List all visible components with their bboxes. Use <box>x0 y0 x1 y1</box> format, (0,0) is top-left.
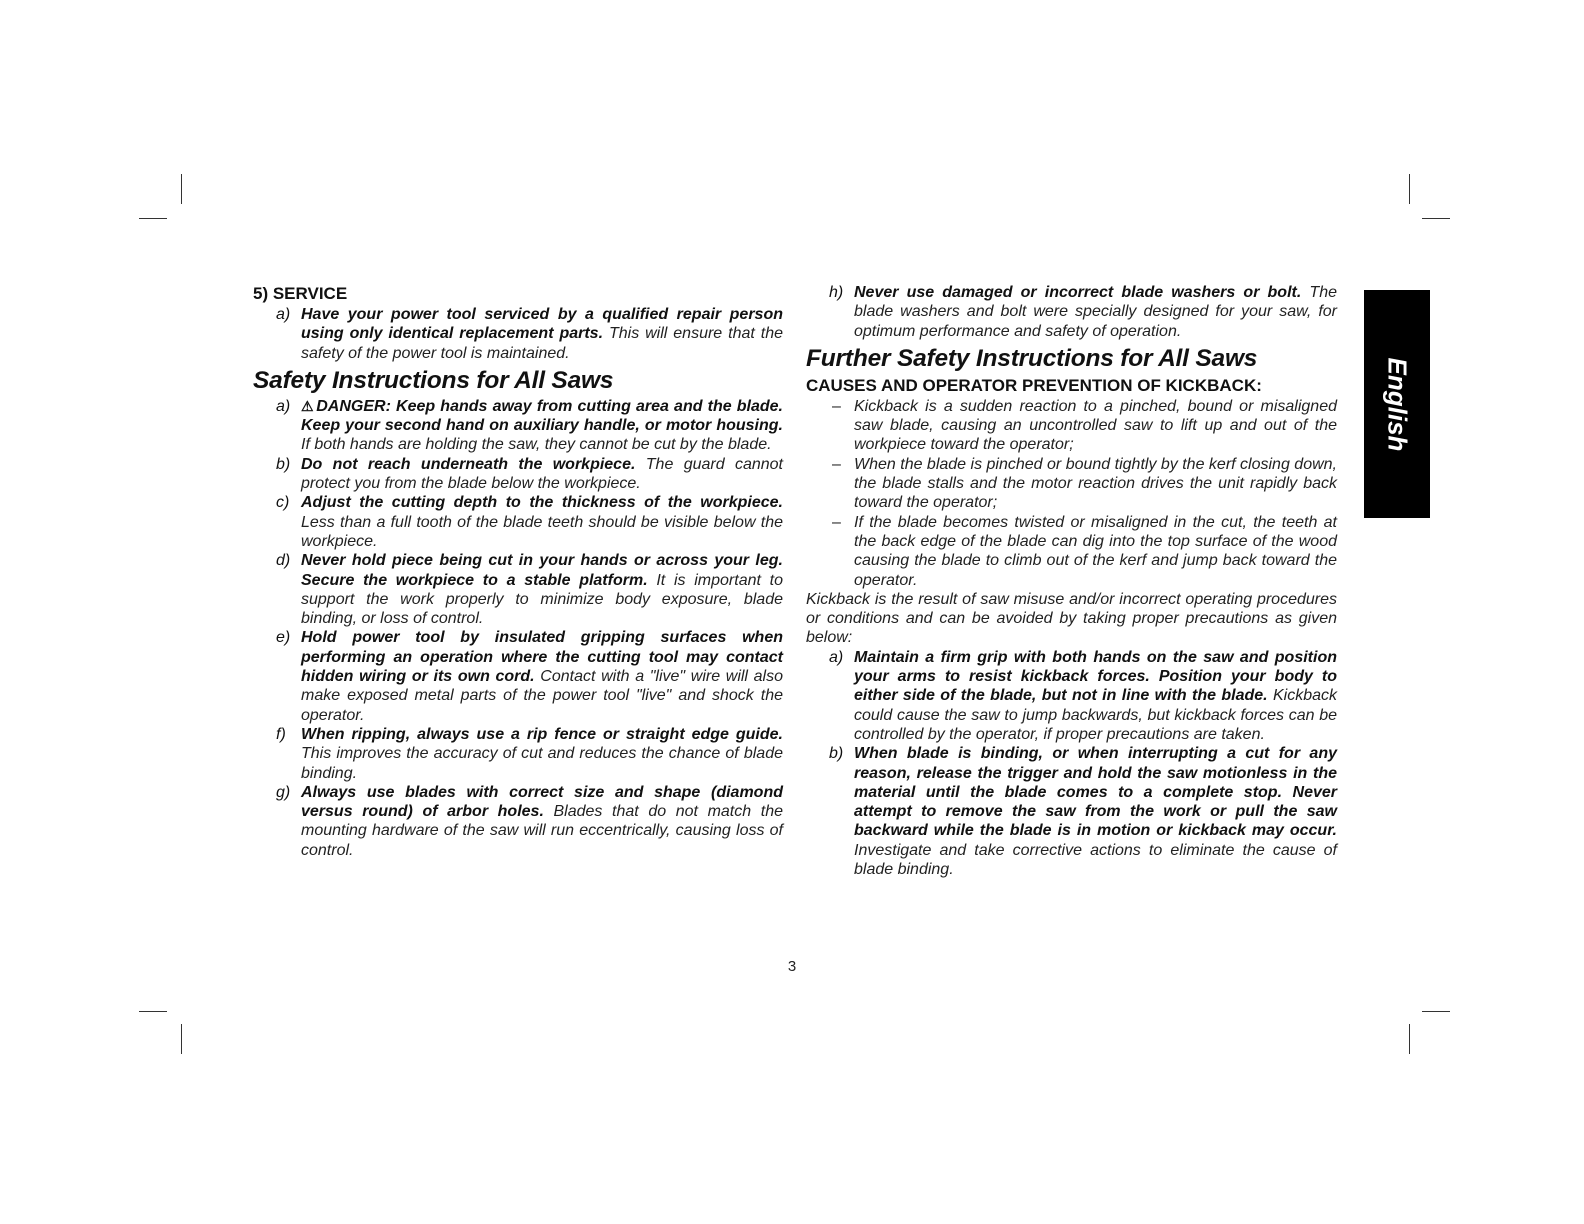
kickback-subheading: CAUSES AND OPERATOR PREVENTION OF KICKBACK: <box>806 375 1262 395</box>
item-text: If both hands are holding the saw, they cannot be cut by the blade. <box>301 436 772 454</box>
item-text: Contact with a "live" wire will also make exposed metal parts of the power tool "live" and shock the operator. <box>301 668 783 724</box>
item-marker: e) <box>276 629 291 647</box>
item-text: Blades that do not match the mounting hardware of the saw will run eccentrically, causing loss of control. <box>301 803 783 859</box>
item-marker: a) <box>276 306 291 323</box>
dash-marker: – <box>832 455 841 473</box>
crop-mark <box>1409 1024 1410 1054</box>
kickback-bullet <box>806 397 1337 455</box>
item-bold-text: Adjust the cutting depth to the thickness of the workpiece. <box>301 494 783 512</box>
language-tab <box>1364 290 1430 518</box>
item-text: Kickback could cause the saw to jump backwards, but kickback forces can be controlled by the operator, if proper precautions are taken. <box>854 687 1338 743</box>
crop-mark <box>1422 218 1450 219</box>
item-marker: a) <box>276 397 291 415</box>
crop-mark <box>139 218 167 219</box>
item-text: The guard cannot protect you from the blade below the workpiece. <box>301 455 783 493</box>
further-heading: Further Safety Instructions for All Saws <box>806 344 1258 372</box>
item-text: This will ensure that the safety of the power tool is maintained. <box>301 325 783 362</box>
item-text: This improves the accuracy of cut and reduces the chance of blade binding. <box>301 745 783 782</box>
item-marker: d) <box>276 552 291 570</box>
safety-item-a <box>253 397 783 455</box>
dash-marker: – <box>832 397 841 415</box>
item-text: The blade washers and bolt were specially designed for your saw, for optimum performance and safety of operation. <box>854 284 1338 340</box>
page-number: 3 <box>787 958 797 975</box>
item-bold-text: Always use blades with correct size and shape (diamond versus round) of arbor holes. <box>301 783 783 821</box>
warning-icon: ⚠ <box>301 397 315 414</box>
kickback-bullet <box>806 455 1337 513</box>
item-bold-text: Do not reach underneath the workpiece. <box>301 455 636 473</box>
safety-item-c <box>253 493 783 551</box>
item-text: Less than a full tooth of the blade teeth should be visible below the workpiece. <box>301 513 783 550</box>
section-heading: Safety Instructions for All Saws <box>253 366 614 394</box>
item-bold-text: Hold power tool by insulated gripping surfaces when performing an operation where the cutting tool may contact hidden wiring or its own cord. <box>301 629 783 686</box>
item-bold-text: Never use damaged or incorrect blade washers or bolt. <box>854 284 1302 301</box>
kickback-paragraph: Kickback is the result of saw misuse and/or incorrect operating procedures or conditions and can be avoided by taking proper precautions as given below: <box>806 590 1337 647</box>
crop-mark <box>139 1011 167 1012</box>
safety-item-h <box>806 283 1337 341</box>
item-text: Investigate and take corrective actions to eliminate the cause of blade binding. <box>854 841 1337 879</box>
kickback-item-a <box>806 648 1337 744</box>
bullet-text: When the blade is pinched or bound tightly by the kerf closing down, the blade stalls and the motor reaction drives the unit rapidly back toward the operator; <box>854 455 1337 512</box>
item-bold-text: When blade is binding, or when interrupting a cut for any reason, release the trigger and hold the saw motionless in the material until the blade comes to a complete stop. Never attempt to remove the saw from the work or pull the saw backward while the blade is in motion or kickback may occur. <box>854 745 1337 840</box>
item-marker: h) <box>829 284 844 301</box>
item-marker: g) <box>276 783 291 801</box>
item-text: It is important to support the work properly to minimize body exposure, blade binding, or loss of control. <box>301 571 784 628</box>
safety-item-b <box>253 455 783 494</box>
item-marker: b) <box>276 455 291 473</box>
bullet-text: If the blade becomes twisted or misaligned in the cut, the teeth at the back edge of the blade can dig into the top surface of the wood causing the blade to climb out of the kerf and jump back toward the operator. <box>854 513 1337 589</box>
safety-item-g <box>253 783 783 860</box>
language-tab-label: English <box>1382 357 1413 451</box>
left-column <box>253 283 783 860</box>
crop-mark <box>181 174 182 204</box>
item-marker: f) <box>276 725 286 743</box>
right-column <box>806 283 1337 879</box>
item-marker: b) <box>829 745 844 763</box>
service-title: 5) SERVICE <box>253 284 348 303</box>
safety-item-e <box>253 628 783 724</box>
item-bold-text: DANGER: Keep hands away from cutting area and the blade. Keep your second hand on auxiliary handle, or motor housing. <box>301 397 783 435</box>
dash-marker: – <box>832 513 841 531</box>
service-item-a <box>253 305 783 363</box>
safety-item-d <box>253 551 783 628</box>
item-marker: c) <box>276 494 290 512</box>
crop-mark <box>1422 1011 1450 1012</box>
crop-mark <box>1409 174 1410 204</box>
kickback-bullet <box>806 513 1337 590</box>
safety-item-f <box>253 725 783 783</box>
item-bold-text: When ripping, always use a rip fence or straight edge guide. <box>301 725 783 743</box>
crop-mark <box>181 1024 182 1054</box>
item-bold-text: Have your power tool serviced by a qualified repair person using only identical replacement parts. <box>301 306 783 343</box>
item-marker: a) <box>829 648 844 666</box>
kickback-item-b <box>806 744 1337 879</box>
item-bold-text: Never hold piece being cut in your hands or across your leg. Secure the workpiece to a stable platform. <box>301 552 783 589</box>
item-bold-text: Maintain a firm grip with both hands on the saw and position your arms to resist kickback forces. Position your body to either side of the blade, but not in line with the blade. <box>854 648 1337 705</box>
bullet-text: Kickback is a sudden reaction to a pinched, bound or misaligned saw blade, causing an uncontrolled saw to lift up and out of the workpiece toward the operator; <box>854 397 1337 454</box>
